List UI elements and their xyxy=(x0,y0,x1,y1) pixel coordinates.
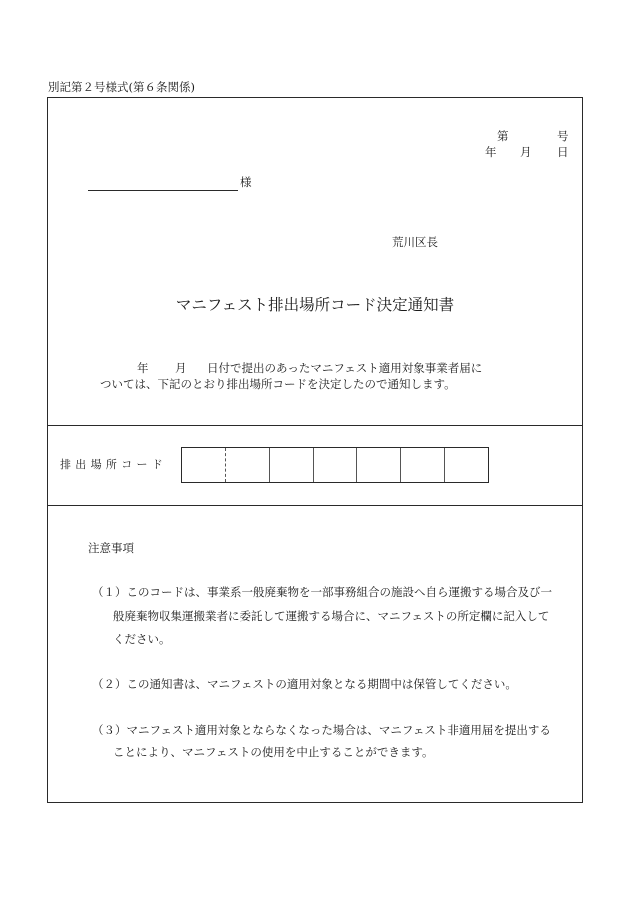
body-line-1: 日付で提出のあったマニフェスト適用対象事業者届に xyxy=(207,361,483,375)
body-line-2: ついては、下記のとおり排出場所コードを決定したので通知します。 xyxy=(100,377,456,391)
code-cell xyxy=(401,448,445,482)
date-month: 月 xyxy=(520,145,532,159)
code-cell xyxy=(270,448,314,482)
notes-section xyxy=(48,506,582,802)
note-line: ことにより、マニフェストの使用を中止することができます。 xyxy=(113,745,434,759)
note-line: 般廃棄物収集運搬業者に委託して運搬する場合に、マニフェストの所定欄に記入して xyxy=(113,609,550,623)
document-title: マニフェスト排出場所コード決定通知書 xyxy=(175,296,455,314)
note-line: ください。 xyxy=(113,632,171,646)
notes-heading: 注意事項 xyxy=(88,541,134,555)
code-cell xyxy=(226,448,270,482)
body-year: 年 xyxy=(137,361,149,375)
date-day: 日 xyxy=(557,145,569,159)
note-line: （２）この通知書は、マニフェストの適用対象となる期間中は保管してください。 xyxy=(92,677,517,691)
number-prefix: 第 xyxy=(497,129,509,143)
issuer: 荒川区長 xyxy=(392,235,438,249)
note-line: （３）マニフェスト適用対象とならなくなった場合は、マニフェスト非適用届を提出する xyxy=(92,723,551,737)
code-label: 排出場所コード xyxy=(60,458,168,471)
code-box xyxy=(181,447,489,483)
number-suffix: 号 xyxy=(557,129,569,143)
code-cell xyxy=(357,448,401,482)
note-line: （１）このコードは、事業系一般廃棄物を一部事務組合の施設へ自ら運搬する場合及び一 xyxy=(92,585,552,599)
code-cell xyxy=(445,448,488,482)
notice-section xyxy=(48,98,582,426)
date-year: 年 xyxy=(485,145,497,159)
code-cell xyxy=(182,448,226,482)
form-reference: 別記第２号様式(第６条関係) xyxy=(48,80,195,94)
code-section xyxy=(48,426,582,506)
addressee-line xyxy=(88,190,238,191)
code-cell xyxy=(314,448,358,482)
addressee-suffix: 様 xyxy=(240,175,252,189)
form-frame xyxy=(47,97,583,803)
body-month: 月 xyxy=(175,361,187,375)
